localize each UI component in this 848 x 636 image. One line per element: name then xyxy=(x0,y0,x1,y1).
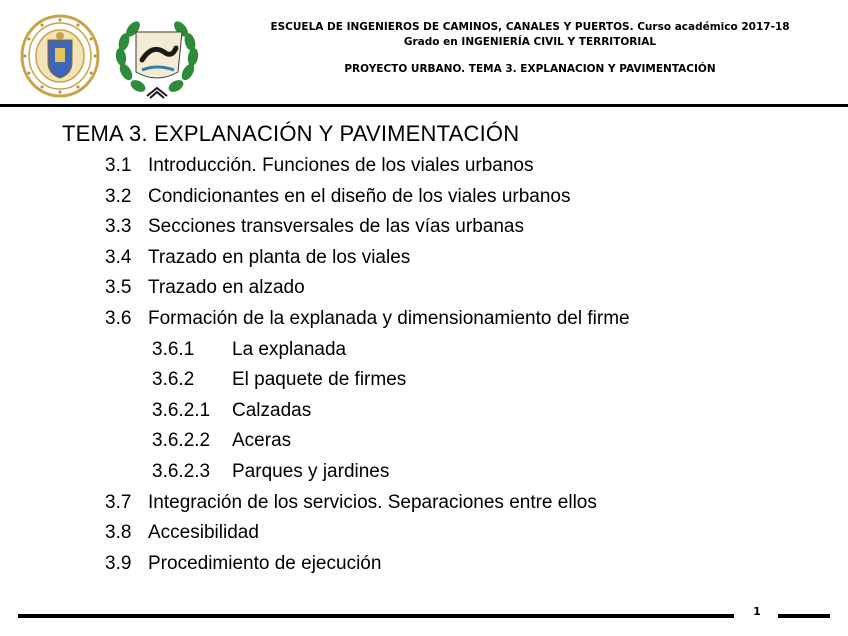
toc-item-number: 3.1 xyxy=(105,155,132,176)
toc-item-label: Parques y jardines xyxy=(232,461,390,482)
toc-item-number: 3.4 xyxy=(105,246,132,268)
toc-item-label: Accesibilidad xyxy=(148,522,259,544)
toc-item-label: Trazado en planta de los viales xyxy=(148,246,411,268)
header-project-line: PROYECTO URBANO. TEMA 3. EXPLANACION Y PAVIMENTACIÓN xyxy=(344,63,716,75)
toc-item-number: 3.6.1 xyxy=(152,338,195,360)
laurel-wreath-emblem-icon xyxy=(112,12,202,102)
toc-item-label: La explanada xyxy=(232,338,347,360)
toc-item-number: 3.3 xyxy=(105,216,132,238)
toc-item-number: 3.2 xyxy=(105,185,132,207)
toc-item xyxy=(152,339,346,369)
toc-item xyxy=(105,186,571,216)
toc-item-label: Condicionantes en el diseño de los viales urbanos xyxy=(148,185,571,207)
toc-item xyxy=(152,430,291,460)
toc-item-label: Secciones transversales de las vías urbanas xyxy=(148,216,524,238)
toc-item-number: 3.9 xyxy=(105,552,132,574)
toc-item xyxy=(152,461,389,491)
header-degree-line: Grado en INGENIERÍA CIVIL Y TERRITORIAL xyxy=(403,36,657,48)
toc-item xyxy=(152,369,406,399)
toc-item-number: 3.6.2.1 xyxy=(152,399,211,421)
toc-item-label: Aceras xyxy=(232,430,292,452)
toc-item xyxy=(105,522,259,552)
toc-item-number: 3.6.2.2 xyxy=(152,430,211,452)
toc-item-number: 3.8 xyxy=(105,522,132,544)
toc-item-number: 3.5 xyxy=(105,277,132,299)
toc-item-label: Integración de los servicios. Separaciones entre ellos xyxy=(148,491,597,513)
toc-item xyxy=(105,553,381,583)
toc-item xyxy=(152,400,311,430)
toc-item-label: Trazado en alzado xyxy=(148,277,305,299)
toc-item-label: Calzadas xyxy=(232,399,312,421)
header-school-line: ESCUELA DE INGENIEROS DE CAMINOS, CANALES Y PUERTOS. Curso académico 2017-18 xyxy=(270,21,790,33)
toc-item-number: 3.6.2.3 xyxy=(152,461,211,482)
header xyxy=(250,20,810,77)
toc-item-number: 3.7 xyxy=(105,491,132,513)
toc-item xyxy=(105,247,410,277)
page-title: TEMA 3. EXPLANACIÓN Y PAVIMENTACIÓN xyxy=(62,121,520,146)
footer-divider-right xyxy=(778,614,830,618)
toc-item-label: Formación de la explanada y dimensionamiento del firme xyxy=(148,308,630,329)
footer-divider-left xyxy=(18,614,734,618)
header-divider xyxy=(0,104,848,107)
toc-item xyxy=(105,308,630,338)
toc-item-label: Introducción. Funciones de los viales urbanos xyxy=(148,155,534,176)
toc-item xyxy=(105,277,305,307)
toc-item-label: Procedimiento de ejecución xyxy=(148,552,382,574)
toc-item-number: 3.6.2 xyxy=(152,369,195,391)
toc-item xyxy=(105,492,597,522)
university-seal-icon xyxy=(20,14,100,98)
toc-item-number: 3.6 xyxy=(105,308,132,329)
page-number: 1 xyxy=(753,605,761,618)
toc-item-label: El paquete de firmes xyxy=(232,369,407,391)
toc-item xyxy=(105,155,534,185)
toc-item xyxy=(105,216,524,246)
